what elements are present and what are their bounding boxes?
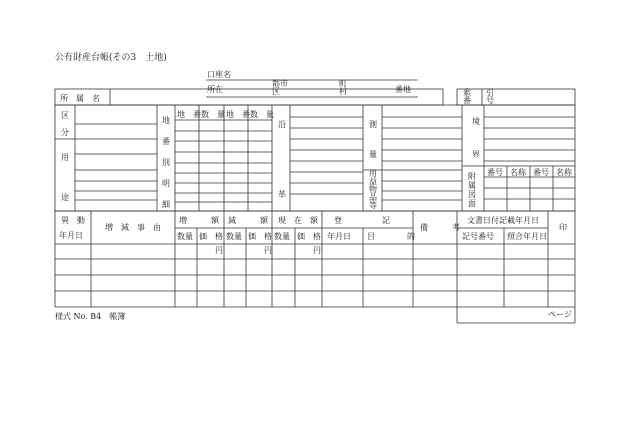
kai-label: 界: [472, 150, 480, 159]
touki-label: 登 記: [334, 216, 390, 225]
yen-unit-2: 円: [264, 246, 272, 255]
sub-col-suryo-1: 数量: [177, 232, 193, 241]
index-label-2: 引 号: [486, 88, 494, 105]
page-title: 公有財産台帳(その3 土地): [55, 53, 167, 63]
form-number: 様式 No. B4 帳簿: [55, 312, 126, 321]
ryo-label: 量: [369, 150, 377, 159]
sub-col-kakaku-3: 価 格: [297, 232, 321, 241]
gengaku-label: 減 額: [228, 216, 268, 225]
index-label: 索 番: [463, 88, 471, 105]
zumen-col-meisho-2: 名称: [556, 168, 572, 177]
sub-col-suryo-3: 数量: [274, 232, 290, 241]
lot-label: 番地: [395, 85, 411, 94]
genzaigaku-label: 現 在 額: [278, 216, 318, 225]
bunsho-label: 文書日付記載年月日: [467, 216, 539, 225]
in-label: 印: [559, 223, 567, 232]
mokuteki-label: 目 的: [367, 232, 415, 241]
bun-label: 分: [61, 128, 69, 137]
zumen-col-bango-1: 番号: [487, 168, 503, 177]
page-label: ページ: [548, 310, 572, 319]
to-label: 途: [61, 193, 69, 202]
suryo-col-2: 数 量: [250, 110, 274, 119]
city-label: 都市 区: [272, 79, 288, 96]
bikou-label: 備 考: [420, 223, 460, 232]
zumen-col-bango-2: 番号: [533, 168, 549, 177]
yen-unit-3: 円: [313, 246, 321, 255]
kubun-label: 区: [61, 111, 69, 120]
nengappi-label: 年月日: [59, 231, 83, 240]
suryo-col-1: 数 量: [201, 110, 225, 119]
location-label: 所在: [207, 85, 223, 94]
sub-col-suryo-2: 数量: [226, 232, 242, 241]
chiban-col-2: 地 番: [226, 110, 250, 119]
fuzoku-buppin-label: 用 益 物 品 等: [369, 169, 377, 210]
kaku-label: 革: [278, 190, 286, 199]
zougaku-label: 増 額: [179, 216, 219, 225]
yen-unit-1: 円: [215, 246, 223, 255]
chiban-meisai-label: 地 番 別 明 細: [162, 116, 170, 209]
you-label: 用: [61, 153, 69, 162]
kyou-label: 境: [472, 117, 480, 126]
idou-label: 異 動: [61, 216, 85, 225]
fuzoku-zumen-label: 附 属 図 面: [468, 172, 476, 208]
account-name-label: 口座名: [207, 70, 231, 79]
sub-col-kakaku-1: 価 格: [199, 232, 223, 241]
chiban-col-1: 地 番: [177, 110, 201, 119]
zumen-col-meisho-1: 名称: [510, 168, 526, 177]
sub-col-kakaku-2: 価 格: [248, 232, 272, 241]
owner-label: 所 属 名: [60, 94, 100, 103]
shougou-label: 照合年月日: [507, 232, 547, 241]
soku-label: 測: [369, 120, 377, 129]
kigou-bangou-label: 記号番号: [462, 232, 494, 241]
zougen-jiyuu-label: 増 減 事 由: [105, 223, 161, 232]
town-label: 町 村: [339, 79, 347, 96]
en-label: 沿: [278, 120, 286, 129]
touki-nengappi-label: 年月日: [327, 232, 351, 241]
